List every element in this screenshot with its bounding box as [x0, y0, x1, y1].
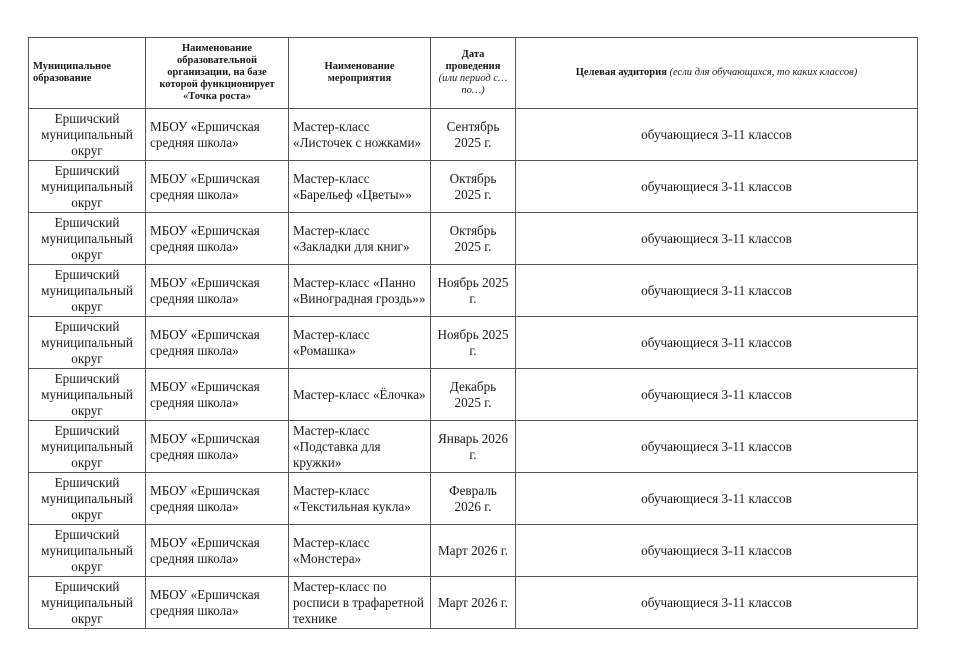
- cell-event: Мастер-класс «Барельеф «Цветы»»: [289, 161, 431, 213]
- cell-date: Декабрь 2025 г.: [431, 369, 516, 421]
- cell-audience: обучающиеся 3-11 классов: [516, 109, 918, 161]
- cell-date: Ноябрь 2025 г.: [431, 317, 516, 369]
- cell-date: Октябрь 2025 г.: [431, 161, 516, 213]
- table-header-row: [29, 38, 918, 109]
- cell-organization: МБОУ «Ершичская средняя школа»: [146, 421, 289, 473]
- cell-municipality: Ершичский муниципальный округ: [29, 109, 146, 161]
- table-row: [29, 109, 918, 161]
- table-row: [29, 369, 918, 421]
- cell-date: Март 2026 г.: [431, 577, 516, 629]
- header-audience-note: (если для обучающихся, то каких классов): [669, 67, 858, 78]
- cell-date: Октябрь 2025 г.: [431, 213, 516, 265]
- cell-event: Мастер-класс «Листочек с ножками»: [289, 109, 431, 161]
- header-event: Наименование мероприятия: [289, 38, 431, 109]
- cell-municipality: Ершичский муниципальный округ: [29, 161, 146, 213]
- cell-event: Мастер-класс «Подставка для кружки»: [289, 421, 431, 473]
- cell-event: Мастер-класс «Панно «Виноградная гроздь»»: [289, 265, 431, 317]
- cell-municipality: Ершичский муниципальный округ: [29, 421, 146, 473]
- cell-date: Сентябрь 2025 г.: [431, 109, 516, 161]
- cell-municipality: Ершичский муниципальный округ: [29, 577, 146, 629]
- cell-organization: МБОУ «Ершичская средняя школа»: [146, 109, 289, 161]
- cell-audience: обучающиеся 3-11 классов: [516, 369, 918, 421]
- cell-organization: МБОУ «Ершичская средняя школа»: [146, 161, 289, 213]
- cell-date: Ноябрь 2025 г.: [431, 265, 516, 317]
- table-row: [29, 161, 918, 213]
- header-date-main: Дата проведения: [445, 49, 501, 72]
- cell-date: Январь 2026 г.: [431, 421, 516, 473]
- cell-audience: обучающиеся 3-11 классов: [516, 525, 918, 577]
- cell-municipality: Ершичский муниципальный округ: [29, 213, 146, 265]
- cell-event: Мастер-класс «Закладки для книг»: [289, 213, 431, 265]
- header-date-note: (или период с… по…): [438, 73, 508, 96]
- cell-organization: МБОУ «Ершичская средняя школа»: [146, 213, 289, 265]
- cell-organization: МБОУ «Ершичская средняя школа»: [146, 369, 289, 421]
- cell-audience: обучающиеся 3-11 классов: [516, 577, 918, 629]
- cell-event: Мастер-класс «Монстера»: [289, 525, 431, 577]
- events-table: [28, 37, 918, 629]
- cell-audience: обучающиеся 3-11 классов: [516, 161, 918, 213]
- cell-audience: обучающиеся 3-11 классов: [516, 265, 918, 317]
- cell-organization: МБОУ «Ершичская средняя школа»: [146, 317, 289, 369]
- cell-organization: МБОУ «Ершичская средняя школа»: [146, 473, 289, 525]
- header-organization: Наименование образовательной организации, на базе которой функционирует «Точка роста»: [146, 38, 289, 109]
- table-row: [29, 265, 918, 317]
- cell-audience: обучающиеся 3-11 классов: [516, 421, 918, 473]
- header-date: [431, 38, 516, 109]
- cell-organization: МБОУ «Ершичская средняя школа»: [146, 577, 289, 629]
- cell-event: Мастер-класс «Ёлочка»: [289, 369, 431, 421]
- cell-event: Мастер-класс «Ромашка»: [289, 317, 431, 369]
- cell-audience: обучающиеся 3-11 классов: [516, 317, 918, 369]
- header-municipality: Муниципальное образование: [29, 38, 146, 109]
- cell-audience: обучающиеся 3-11 классов: [516, 213, 918, 265]
- table-row: [29, 577, 918, 629]
- cell-event: Мастер-класс по росписи в трафаретной технике: [289, 577, 431, 629]
- table-row: [29, 317, 918, 369]
- cell-date: Февраль 2026 г.: [431, 473, 516, 525]
- cell-date: Март 2026 г.: [431, 525, 516, 577]
- header-audience-main: Целевая аудитория: [575, 67, 667, 78]
- cell-municipality: Ершичский муниципальный округ: [29, 369, 146, 421]
- cell-organization: МБОУ «Ершичская средняя школа»: [146, 525, 289, 577]
- cell-municipality: Ершичский муниципальный округ: [29, 525, 146, 577]
- cell-event: Мастер-класс «Текстильная кукла»: [289, 473, 431, 525]
- table-row: [29, 421, 918, 473]
- cell-municipality: Ершичский муниципальный округ: [29, 473, 146, 525]
- header-audience: [516, 38, 918, 109]
- table-row: [29, 525, 918, 577]
- table-row: [29, 213, 918, 265]
- cell-municipality: Ершичский муниципальный округ: [29, 317, 146, 369]
- cell-municipality: Ершичский муниципальный округ: [29, 265, 146, 317]
- table-row: [29, 473, 918, 525]
- cell-organization: МБОУ «Ершичская средняя школа»: [146, 265, 289, 317]
- cell-audience: обучающиеся 3-11 классов: [516, 473, 918, 525]
